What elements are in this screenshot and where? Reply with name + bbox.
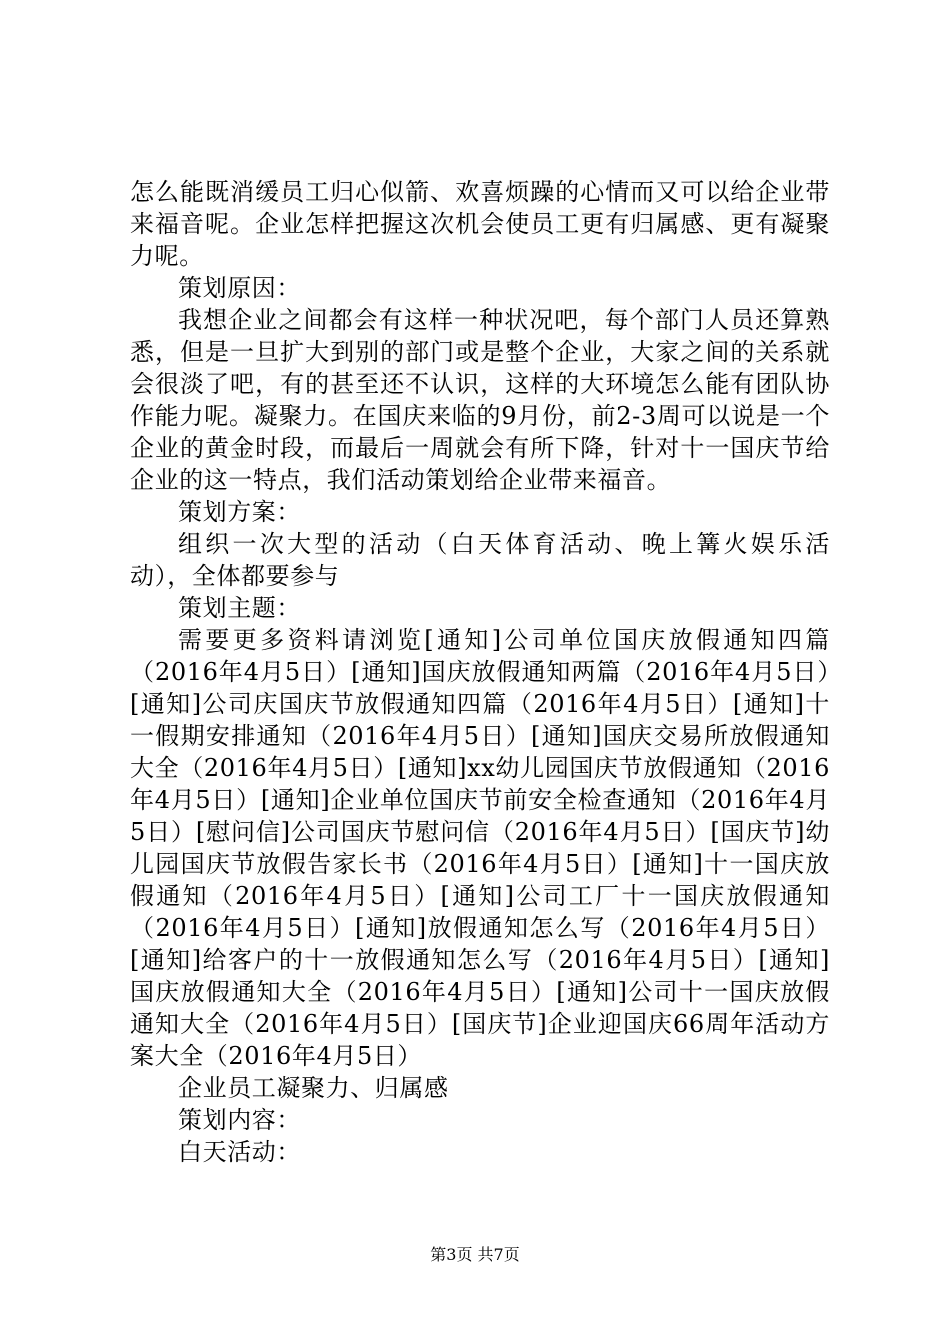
heading-reason: 策划原因： — [178, 274, 301, 302]
paragraph-reason: 我想企业之间都会有这样一种状况吧，每个部门人员还算熟悉，但是一旦扩大到别的部门或是整个企业，大家之间的关系就会很淡了吧，有的甚至还不认识，这样的大环境怎么能有团队协作能力呢。凝聚力。在国庆来临的9月份，前2-3周可以说是一个企业的黄金时段，而最后一周就会有所下降，针对十一国庆节给企业的这一特点，我们活动策划给企业带来福音。 — [130, 306, 830, 494]
heading-content: 策划内容： — [178, 1106, 301, 1134]
document-body — [130, 176, 830, 1168]
page-number-footer: 第3页 共7页 — [430, 1245, 520, 1264]
heading-daytime-activities: 白天活动： — [178, 1138, 301, 1166]
paragraph-intro: 怎么能既消缓员工归心似箭、欢喜烦躁的心情而又可以给企业带来福音呢。企业怎样把握这次机会使员工更有归属感、更有凝聚力呢。 — [130, 178, 830, 270]
paragraph-plan: 组织一次大型的活动（白天体育活动、晚上篝火娱乐活动），全体都要参与 — [130, 530, 830, 590]
paragraph-theme: 企业员工凝聚力、归属感 — [178, 1074, 449, 1102]
heading-theme: 策划主题： — [178, 594, 301, 622]
heading-plan: 策划方案： — [178, 498, 301, 526]
paragraph-theme-links: 需要更多资料请浏览[通知]公司单位国庆放假通知四篇（2016年4月5日）[通知]国庆放假通知两篇（2016年4月5日）[通知]公司庆国庆节放假通知四篇（2016年4月5日）[通知]十一假期安排通知（2016年4月5日）[通知]国庆交易所放假通知大全（2016年4月5日）[通知]xx幼儿园国庆节放假通知（2016年4月5日）[通知]企业单位国庆节前安全检查通知（2016年4月5日）[慰问信]公司国庆节慰问信（2016年4月5日）[国庆节]幼儿园国庆节放假告家长书（2016年4月5日）[通知]十一国庆放假通知（2016年4月5日）[通知]公司工厂十一国庆放假通知（2016年4月5日）[通知]放假通知怎么写（2016年4月5日）[通知]给客户的十一放假通知怎么写（2016年4月5日）[通知]国庆放假通知大全（2016年4月5日）[通知]公司十一国庆放假通知大全（2016年4月5日）[国庆节]企业迎国庆66周年活动方案大全（2016年4月5日） — [130, 626, 830, 1070]
